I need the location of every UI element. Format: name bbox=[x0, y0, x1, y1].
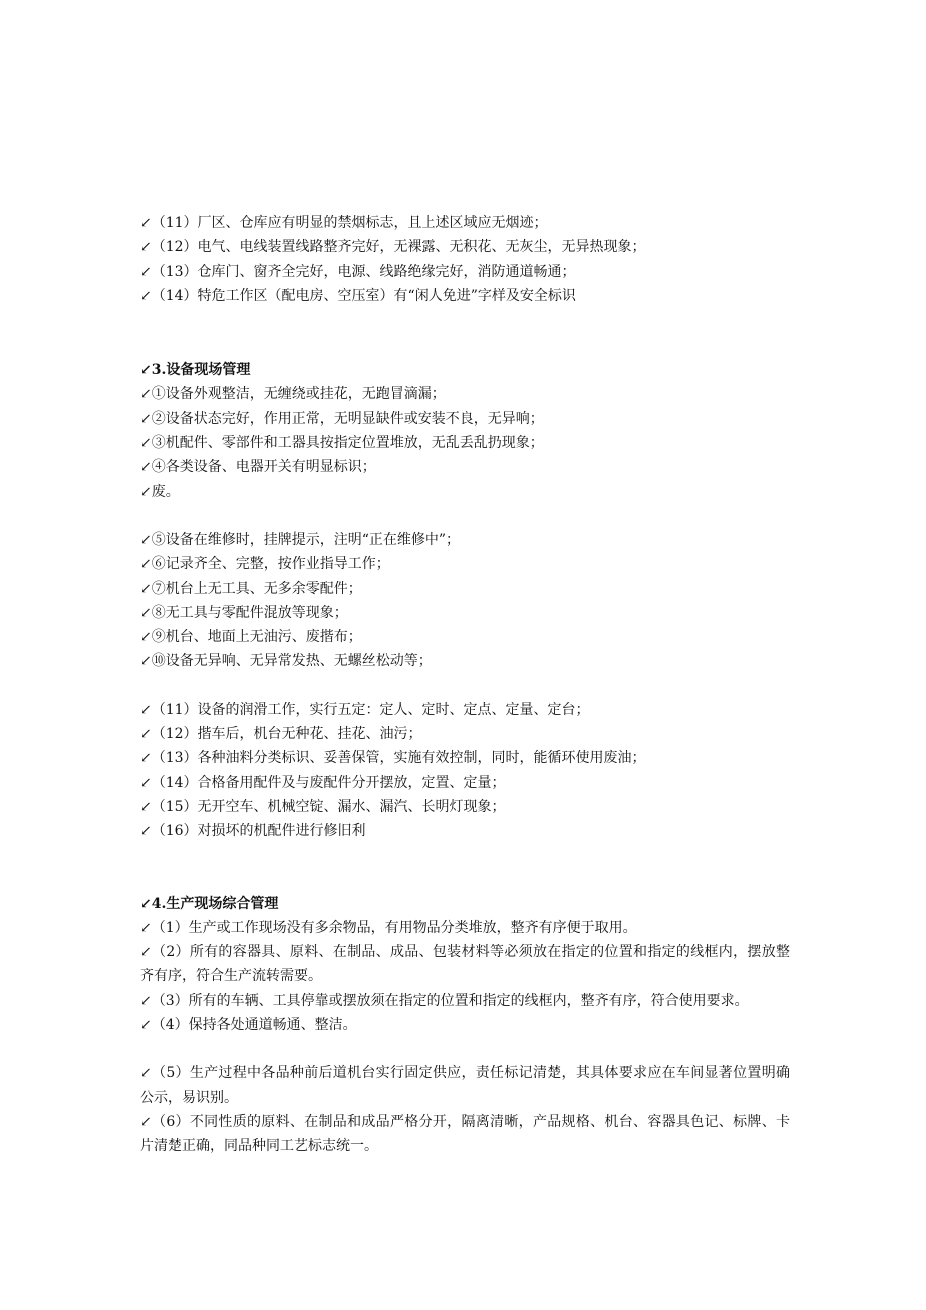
list-item: ↙⑥记录齐全、完整，按作业指导工作； bbox=[140, 556, 390, 573]
list-item: ↙废。 bbox=[140, 483, 180, 500]
list-item: ↙（14）特危工作区（配电房、空压室）有“闲人免进”字样及安全标识 bbox=[140, 287, 576, 304]
spacer bbox=[140, 1037, 790, 1061]
list-item: ↙①设备外观整洁，无缠绕或挂花，无跑冒滴漏； bbox=[140, 386, 446, 403]
spacer bbox=[140, 308, 790, 358]
list-item: ↙⑩设备无异响、无异常发热、无螺丝松动等； bbox=[140, 653, 432, 670]
list-item: ↙（11）设备的润滑工作，实行五定：定人、定时、定点、定量、定台； bbox=[140, 701, 590, 718]
spacer bbox=[140, 504, 790, 528]
list-item: ↙⑤设备在维修时，挂牌提示，注明“正在维修中”； bbox=[140, 531, 461, 548]
list-item: ↙（14）合格备用配件及与废配件分开摆放，定置、定量； bbox=[140, 774, 506, 791]
list-item: ↙（6）不同性质的原料、在制品和成品严格分开，隔离清晰，产品规格、机台、容器具色记、标牌、卡片清楚正确，同品种同工艺标志统一。 bbox=[140, 1113, 790, 1155]
document-page bbox=[140, 211, 790, 1159]
list-item: ↙（15）无开空车、机械空锭、漏水、漏汽、长明灯现象； bbox=[140, 798, 506, 815]
list-item: ↙（3）所有的车辆、工具停靠或摆放须在指定的位置和指定的线框内，整齐有序，符合使用要求。 bbox=[140, 992, 749, 1009]
section-heading-equipment: ↙3.设备现场管理 bbox=[140, 362, 251, 379]
list-item: ↙（16）对损坏的机配件进行修旧利 bbox=[140, 823, 366, 840]
list-item: ↙（4）保持各处通道畅通、整洁。 bbox=[140, 1017, 357, 1034]
section-heading-production: ↙4.生产现场综合管理 bbox=[140, 895, 279, 912]
list-item: ↙（1）生产或工作现场没有多余物品，有用物品分类堆放，整齐有序便于取用。 bbox=[140, 919, 637, 936]
list-item: ↙⑨机台、地面上无油污、废揩布； bbox=[140, 629, 362, 646]
list-item: ↙（13）各种油料分类标识、妥善保管，实施有效控制，同时，能循环使用废油； bbox=[140, 750, 646, 767]
spacer bbox=[140, 674, 790, 698]
list-item: ↙（5）生产过程中各品种前后道机台实行固定供应，责任标记清楚，其具体要求应在车间显著位置明确公示，易识别。 bbox=[140, 1065, 790, 1106]
list-item: ↙③机配件、零部件和工器具按指定位置堆放，无乱丢乱扔现象； bbox=[140, 435, 544, 452]
list-item: ↙②设备状态完好，作用正常，无明显缺件或安装不良，无异响； bbox=[140, 410, 544, 427]
list-item: ↙⑦机台上无工具、无多余零配件； bbox=[140, 580, 362, 597]
list-item: ↙④各类设备、电器开关有明显标识； bbox=[140, 459, 376, 476]
list-item: ↙（12）电气、电线装置线路整齐完好，无裸露、无积花、无灰尘，无异热现象； bbox=[140, 239, 646, 256]
list-item: ↙（2）所有的容器具、原料、在制品、成品、包装材料等必须放在指定的位置和指定的线框内，摆放整齐有序，符合生产流转需要。 bbox=[140, 944, 790, 985]
spacer bbox=[140, 844, 790, 892]
list-item: ↙（13）仓库门、窗齐全完好，电源、线路绝缘完好，消防通道畅通； bbox=[140, 263, 576, 280]
list-item: ↙⑧无工具与零配件混放等现象； bbox=[140, 604, 348, 621]
list-item: ↙（12）揩车后，机台无种花、挂花、油污； bbox=[140, 726, 422, 743]
list-item: ↙（11）厂区、仓库应有明显的禁烟标志，且上述区域应无烟迹； bbox=[140, 215, 548, 231]
